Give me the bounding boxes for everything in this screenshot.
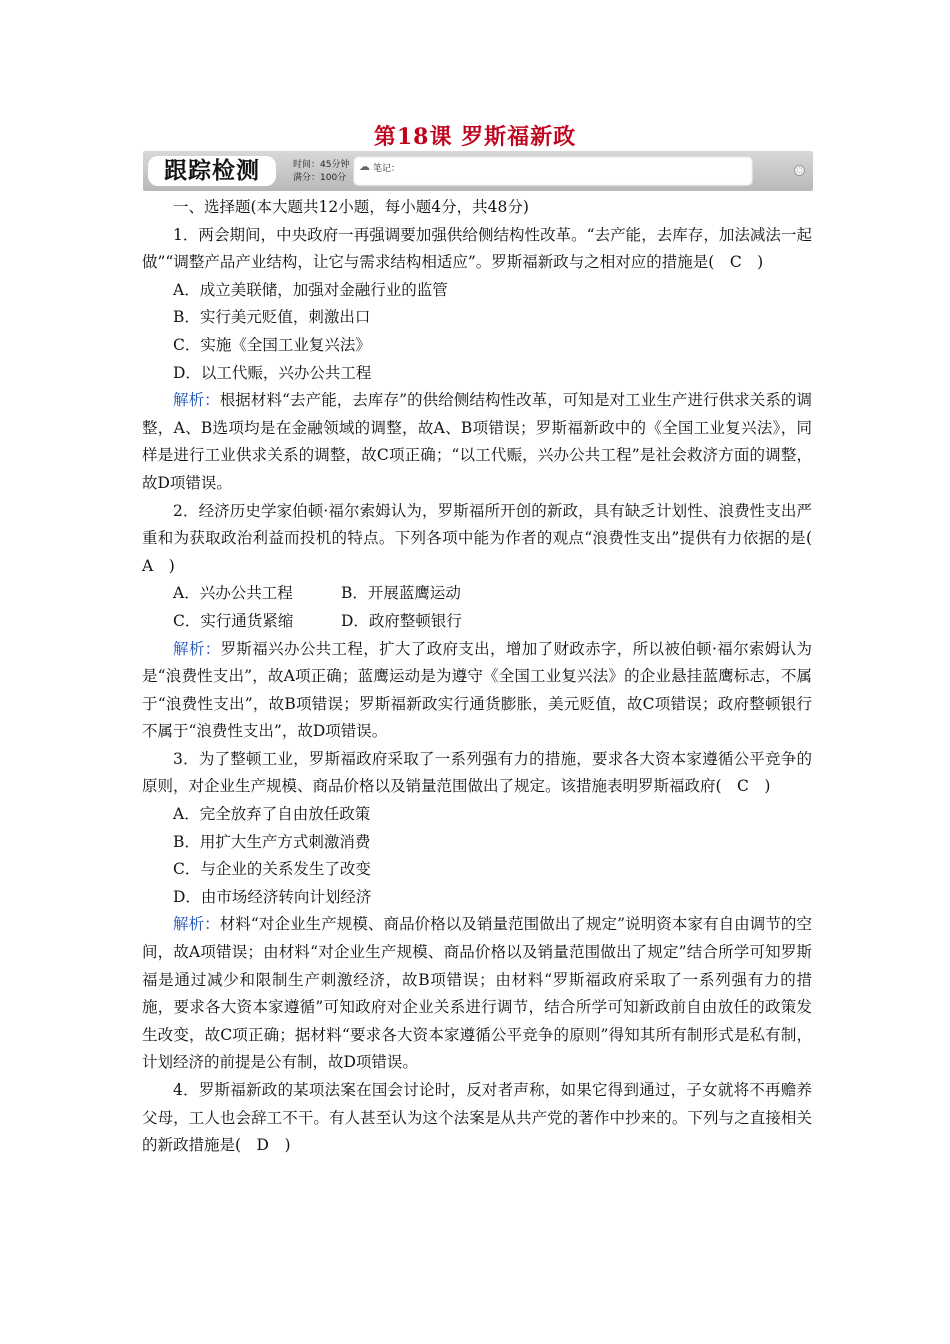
question-2-stem: 2．经济历史学家伯顿·福尔索姆认为，罗斯福所开创的新政，具有缺乏计划性、浪费性支出严重和为获取政治利益而投机的特点。下列各项中能为作者的观点“浪费性支出”提供有力依据的是( A ) bbox=[142, 501, 828, 575]
question-1-option-c: C．实施《全国工业复兴法》 bbox=[173, 335, 371, 354]
question-2-option-d: D．政府整顿银行 bbox=[341, 611, 462, 630]
question-3-option-c: C．与企业的关系发生了改变 bbox=[173, 860, 371, 879]
question-2-analysis-text: 罗斯福兴办公共工程，扩大了政府支出，增加了财政赤字，所以被伯顿·福尔索姆认为是“浪费性支出”，故A项正确；蓝鹰运动是为遵守《全国工业复兴法》的企业悬挂蓝鹰标志，不属于“浪费性支出”，故B项错误；罗斯福新政实行通货膨胀，美元贬值，故C项错误；政府整顿银行不属于“浪费性支出”，故D项错误。 bbox=[142, 639, 812, 741]
circle-icon: ◌ bbox=[794, 165, 805, 176]
section-heading: 一、选择题(本大题共12小题，每小题4分，共48分) bbox=[173, 198, 529, 216]
question-3-option-b: B．用扩大生产方式刺激消费 bbox=[173, 832, 371, 851]
analysis-label: 解析： bbox=[173, 915, 220, 934]
question-3-analysis bbox=[142, 911, 812, 1077]
question-1-analysis-text: 根据材料“去产能，去库存”的供给侧结构性改革，可知是对工业生产进行供求关系的调整，A、B选项均是在金融领域的调整，故A、B项错误；罗斯福新政中的《全国工业复兴法》，同样是进行工业供求关系的调整，故C项正确；“以工代赈，兴办公共工程”是社会救济方面的调整，故D项错误。 bbox=[142, 391, 812, 492]
question-1-analysis bbox=[142, 387, 812, 497]
analysis-label: 解析： bbox=[173, 639, 221, 658]
banner-badge: 跟踪检测 bbox=[148, 156, 276, 186]
question-3-stem: 3．为了整顿工业，罗斯福政府采取了一系列强有力的措施，要求各大资本家遵循公平竞争的原则，对企业生产规模、商品价格以及销量范围做出了规定。该措施表明罗斯福政府( C ) bbox=[142, 749, 812, 796]
time-limit: 时间：45分钟 bbox=[293, 160, 350, 170]
question-4-stem: 4．罗斯福新政的某项法案在国会讨论时，反对者声称，如果它得到通过，子女就将不再赡养父母，工人也会辞工不干。有人甚至认为这个法案是从共产党的著作中抄来的。下列与之直接相关的新政措施是( D ) bbox=[142, 1081, 812, 1155]
question-2-option-a: A．兴办公共工程 bbox=[173, 584, 293, 603]
question-1-option-d: D．以工代赈，兴办公共工程 bbox=[173, 363, 372, 382]
page-title: 第18课 罗斯福新政 bbox=[373, 124, 577, 150]
question-2-options-row-2 bbox=[142, 608, 812, 636]
question-1-option-a: A．成立美联储，加强对金融行业的监管 bbox=[173, 280, 448, 299]
question-1-stem: 1．两会期间，中央政府一再强调要加强供给侧结构性改革。“去产能，去库存，加法减法一起做”“调整产品产业结构，让它与需求结构相适应”。罗斯福新政与之相对应的措施是( C ) bbox=[142, 225, 812, 272]
analysis-label: 解析： bbox=[173, 391, 220, 410]
full-score: 满分：100分 bbox=[293, 173, 347, 183]
notes-label: 笔记： bbox=[373, 164, 401, 174]
question-3-option-a: A．完全放弃了自由放任政策 bbox=[173, 805, 371, 824]
question-content bbox=[142, 194, 828, 1160]
question-1-option-b: B．实行美元贬值，刺激出口 bbox=[173, 308, 371, 327]
banner-meta bbox=[293, 159, 349, 185]
question-2-options-row-1 bbox=[142, 580, 812, 608]
cloud-icon: ☁ bbox=[359, 160, 370, 173]
question-2-analysis bbox=[142, 636, 812, 746]
notes-box[interactable] bbox=[353, 156, 753, 186]
tracking-banner bbox=[143, 151, 813, 191]
question-2-option-c: C．实行通货紧缩 bbox=[173, 611, 294, 630]
question-3-option-d: D．由市场经济转向计划经济 bbox=[173, 887, 372, 906]
question-2-option-b: B．开展蓝鹰运动 bbox=[341, 584, 461, 603]
question-3-analysis-text: 材料“对企业生产规模、商品价格以及销量范围做出了规定”说明资本家有自由调节的空间，故A项错误；由材料“对企业生产规模、商品价格以及销量范围做出了规定”结合所学可知罗斯福是通过减少和限制生产刺激经济，故B项错误；由材料“罗斯福政府采取了一系列强有力的措施，要求各大资本家遵循”可知政府对企业关系进行调节，结合所学可知新政前自由放任的政策发生改变，故C项正确；据材料“要求各大资本家遵循公平竞争的原则”得知其所有制形式是私有制，计划经济的前提是公有制，故D项错误。 bbox=[142, 915, 812, 1072]
